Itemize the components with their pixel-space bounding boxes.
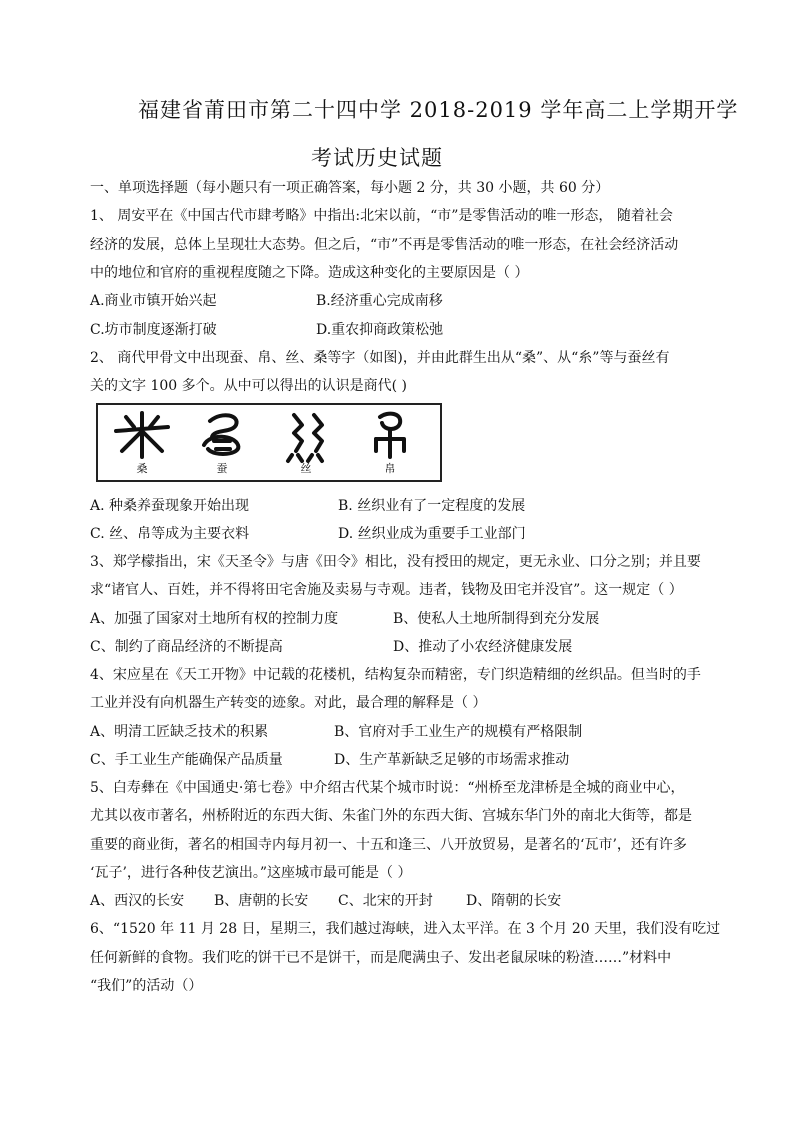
q1-line-1: 1、 周安平在《中国古代市肆考略》中指出:北宋以前，“市”是零售活动的唯一形态， 随着社会: [90, 208, 673, 224]
q3-option-a: A、加强了国家对土地所有权的控制力度: [90, 611, 339, 627]
q4-line-2: 工业并没有向机器生产转变的迹象。对此，最合理的解释是（ ）: [90, 695, 487, 711]
q4-option-c: C、手工业生产能确保产品质量: [90, 752, 283, 768]
oracle-bone-figure: [96, 403, 442, 482]
caption-silkworm: 蚕: [216, 462, 228, 475]
q5-option-c: C、北宋的开封: [338, 893, 433, 909]
q2-option-c: C. 丝、帛等成为主要衣料: [90, 526, 250, 542]
q5-line-2: 尤其以夜市著名，州桥附近的东西大街、朱雀门外的东西大街、宫城东华门外的南北大街等，都是: [90, 808, 692, 824]
q2-line-2: 关的文字 100 多个。从中可以得出的认识是商代( ): [90, 378, 407, 394]
q1-option-c: C.坊市制度逐渐打破: [90, 322, 217, 338]
q1-option-b: B.经济重心完成南移: [316, 293, 443, 309]
q1-option-d: D.重农抑商政策松弛: [316, 322, 444, 338]
title-line-1: 福建省莆田市第二十四中学 2018-2019 学年高二上学期开学: [138, 98, 739, 122]
q1-option-a: A.商业市镇开始兴起: [90, 293, 217, 309]
q5-line-4: ‘瓦子’，进行各种伎艺演出。”这座城市最可能是（ ）: [90, 865, 412, 881]
q2-option-d: D. 丝织业成为重要手工业部门: [338, 526, 526, 542]
q4-option-b: B、官府对手工业生产的规模有严格限制: [334, 724, 583, 740]
q4-line-1: 4、宋应星在《天工开物》中记载的花楼机，结构复杂而精密，专门织造精细的丝织品。但当时的手: [90, 667, 701, 683]
q6-line-1: 6、“1520 年 11 月 28 日，星期三，我们越过海峡，进入太平洋。在 3 个月 20 天里，我们没有吃过: [90, 921, 721, 937]
q5-option-a: A、西汉的长安: [90, 893, 185, 909]
q4-option-d: D、生产革新缺乏足够的市场需求推动: [334, 752, 570, 768]
title-line-2: 考试历史试题: [311, 146, 443, 170]
q5-line-3: 重要的商业街，著名的相国寺内每月初一、十五和逢三、八开放贸易，是著名的‘瓦市’，还有许多: [90, 837, 687, 853]
q3-option-d: D、推动了小农经济健康发展: [393, 639, 573, 655]
caption-fabric: 帛: [384, 462, 396, 475]
q2-option-b: B. 丝织业有了一定程度的发展: [338, 498, 526, 514]
section-heading: 一、单项选择题（每小题只有一项正确答案，每小题 2 分，共 30 小题，共 60 分）: [90, 180, 610, 196]
q3-option-b: B、使私人土地所制得到充分发展: [393, 611, 600, 627]
glyph-silkworm: [204, 415, 238, 454]
q6-line-2: 任何新鲜的食物。我们吃的饼干已不是饼干，而是爬满虫子、发出老鼠尿味的粉渣……”材料中: [90, 950, 672, 966]
q3-line-2: 求“诸官人、百姓，并不得将田宅舍施及卖易与寺观。违者，钱物及田宅并没官”。这一规定（ ）: [90, 582, 683, 598]
glyph-fabric: [376, 414, 404, 457]
q1-line-2: 经济的发展，总体上呈现壮大态势。但之后，“市”不再是零售活动的唯一形态，在社会经济活动: [90, 237, 679, 253]
q2-option-a: A. 种桑养蚕现象开始出现: [90, 498, 250, 514]
glyph-mulberry: [116, 413, 168, 457]
caption-mulberry: 桑: [136, 462, 148, 475]
q4-option-a: A、明清工匠缺乏技术的积累: [90, 724, 269, 740]
q3-line-1: 3、郑学檬指出，宋《天圣令》与唐《田令》相比，没有授田的规定，更无永业、口分之别；并且要: [90, 554, 701, 570]
caption-silk: 丝: [300, 462, 312, 475]
q6-line-3: “我们”的活动（）: [90, 978, 203, 994]
q5-option-d: D、隋朝的长安: [466, 893, 562, 909]
q5-line-1: 5、白寿彝在《中国通史·第七卷》中介绍古代某个城市时说：“州桥至龙津桥是全城的商业中心，: [90, 780, 685, 796]
q5-option-b: B、唐朝的长安: [214, 893, 309, 909]
q2-line-1: 2、 商代甲骨文中出现蚕、帛、丝、桑等字（如图)，并由此群生出从“桑”、从“糸”等与蚕丝有: [90, 350, 670, 366]
q1-line-3: 中的地位和官府的重视程度随之下降。造成这种变化的主要原因是（ ）: [90, 265, 529, 281]
q3-option-c: C、制约了商品经济的不断提高: [90, 639, 283, 655]
glyph-silk: [288, 415, 322, 461]
